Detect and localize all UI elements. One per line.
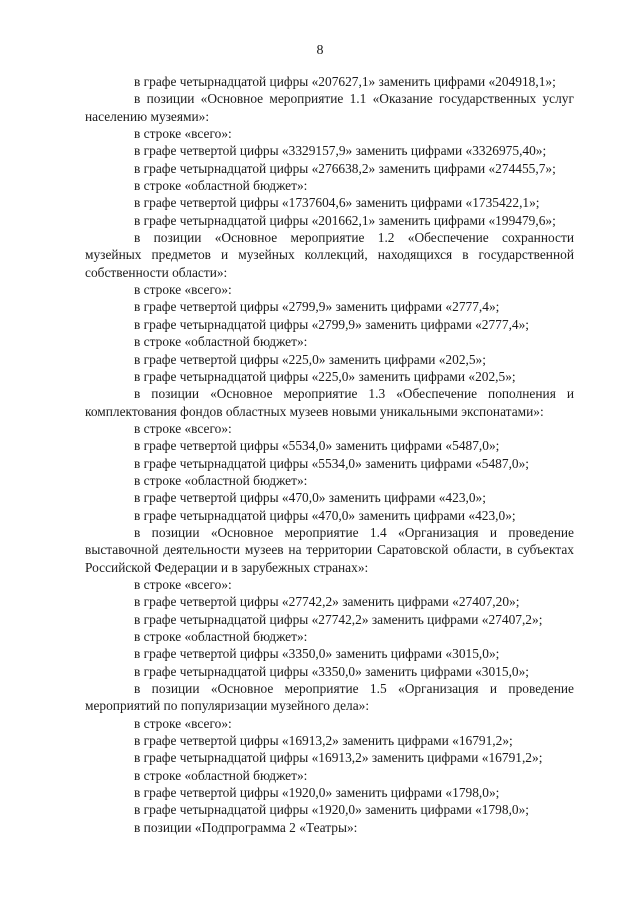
paragraph: в строке «всего»: <box>134 715 232 731</box>
paragraph: в графе четырнадцатой цифры «16913,2» заменить цифрами «16791,2»; <box>134 750 543 766</box>
paragraph: в позиции «Основное мероприятие 1.1 «Оказание государственных услуг населению музеями»: <box>85 91 574 124</box>
paragraph: в графе четвертой цифры «16913,2» заменить цифрами «16791,2»; <box>134 733 513 749</box>
paragraph: в графе четвертой цифры «3350,0» заменить цифрами «3015,0»; <box>134 646 500 662</box>
paragraph: в графе четвертой цифры «27742,2» заменить цифрами «27407,20»; <box>134 594 520 610</box>
paragraph: в позиции «Подпрограмма 2 «Театры»: <box>134 819 358 835</box>
paragraph: в графе четвертой цифры «1920,0» заменить цифрами «1798,0»; <box>134 785 500 801</box>
paragraph: в позиции «Основное мероприятие 1.3 «Обеспечение пополнения и комплектования фондов областных музеев новыми уникальными экспонатами»: <box>85 386 574 419</box>
paragraph: в графе четырнадцатой цифры «201662,1» заменить цифрами «199479,6»; <box>134 212 556 228</box>
paragraph: в строке «областной бюджет»: <box>134 178 308 194</box>
paragraph: в графе четырнадцатой цифры «5534,0» заменить цифрами «5487,0»; <box>134 455 530 471</box>
paragraph: в строке «областной бюджет»: <box>134 334 308 350</box>
paragraph: в графе четвертой цифры «2799,9» заменить цифрами «2777,4»; <box>134 299 500 315</box>
paragraph: в строке «областной бюджет»: <box>134 767 308 783</box>
paragraph: в строке «областной бюджет»: <box>134 472 308 488</box>
paragraph: в позиции «Основное мероприятие 1.2 «Обеспечение сохранности музейных предметов и музейных коллекций, находящихся в государственной собственности области»: <box>85 230 574 280</box>
paragraph: в графе четвертой цифры «225,0» заменить цифрами «202,5»; <box>134 351 486 367</box>
paragraph: в строке «областной бюджет»: <box>134 629 308 644</box>
paragraph: в графе четырнадцатой цифры «225,0» заменить цифрами «202,5»; <box>134 368 516 384</box>
paragraph: в строке «всего»: <box>134 420 232 436</box>
paragraph: в графе четвертой цифры «470,0» заменить цифрами «423,0»; <box>134 490 486 506</box>
paragraph: в графе четырнадцатой цифры «470,0» заменить цифрами «423,0»; <box>134 507 516 523</box>
paragraph: в графе четырнадцатой цифры «207627,1» заменить цифрами «204918,1»; <box>134 74 556 89</box>
paragraph: в графе четырнадцатой цифры «3350,0» заменить цифрами «3015,0»; <box>134 663 530 679</box>
paragraph: в графе четырнадцатой цифры «1920,0» заменить цифрами «1798,0»; <box>134 802 530 818</box>
paragraph: в графе четырнадцатой цифры «2799,9» заменить цифрами «2777,4»; <box>134 316 530 332</box>
paragraph: в позиции «Основное мероприятие 1.5 «Организация и проведение мероприятий по популяризации музейного дела»: <box>85 681 574 714</box>
paragraph: в графе четвертой цифры «1737604,6» заменить цифрами «1735422,1»; <box>134 195 540 211</box>
paragraph: в графе четвертой цифры «5534,0» заменить цифрами «5487,0»; <box>134 438 500 454</box>
paragraph: в графе четырнадцатой цифры «27742,2» заменить цифрами «27407,2»; <box>134 611 543 627</box>
page-number: 8 <box>316 43 324 58</box>
paragraph: в строке «всего»: <box>134 576 232 592</box>
document-body <box>85 73 574 836</box>
paragraph: в позиции «Основное мероприятие 1.4 «Организация и проведение выставочной деятельности музеев на территории Саратовской области, в субъектах Российской Федерации и в зарубежных странах»: <box>85 524 574 575</box>
paragraph: в графе четырнадцатой цифры «276638,2» заменить цифрами «274455,7»; <box>134 160 556 176</box>
paragraph: в графе четвертой цифры «3329157,9» заменить цифрами «3326975,40»; <box>134 143 547 159</box>
paragraph: в строке «всего»: <box>134 282 232 298</box>
paragraph: в строке «всего»: <box>134 126 232 142</box>
